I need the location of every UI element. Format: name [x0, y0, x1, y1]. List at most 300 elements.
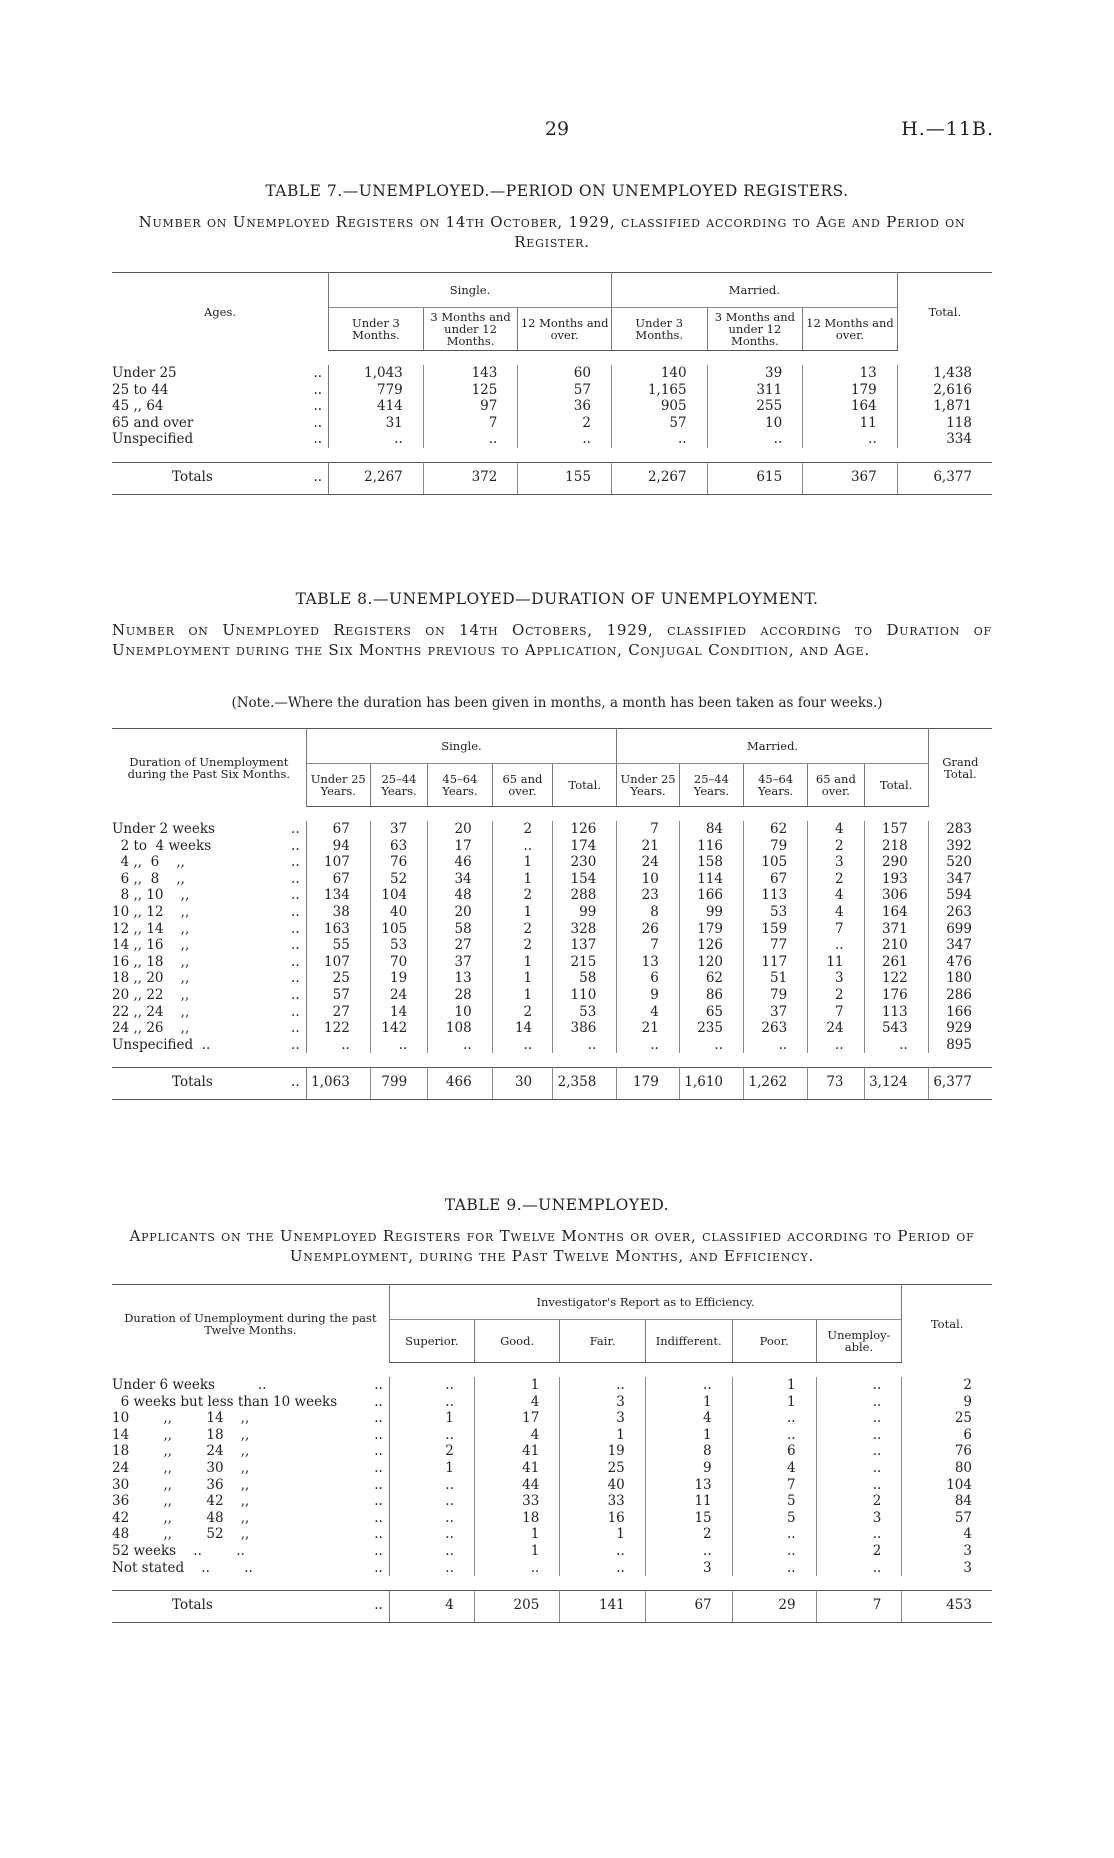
leader-dots: ..	[351, 1377, 389, 1394]
table-cell: 137	[553, 937, 617, 954]
table-cell: 4	[645, 1410, 732, 1427]
table-cell: 57	[306, 987, 370, 1004]
row-label: Totals	[112, 1591, 351, 1623]
table-cell: 97	[423, 398, 518, 415]
row-label: 14 ,, 18 ,,	[112, 1426, 250, 1443]
table-cell: 1	[492, 854, 552, 871]
table-cell: 55	[306, 937, 370, 954]
table-cell: 2	[963, 1377, 972, 1393]
leader-dots: ..	[266, 954, 306, 971]
leader-dots: ..	[351, 1394, 389, 1411]
table-cell: 140	[611, 365, 707, 382]
table-cell: ..	[428, 1037, 493, 1054]
table-cell: 94	[306, 838, 370, 855]
leader-dots: ..	[266, 904, 306, 921]
table-cell: 164	[803, 398, 898, 415]
table-cell: ..	[389, 1477, 474, 1494]
table-cell: 80	[954, 1459, 972, 1476]
table-cell: 6,377	[897, 462, 992, 494]
table-cell: 25	[306, 970, 370, 987]
row-label: 2 to 4 weeks	[112, 837, 212, 854]
spacer-row	[112, 1363, 992, 1378]
table-cell: 105	[744, 854, 808, 871]
table9-subheader: Fair.	[560, 1320, 645, 1363]
table-cell: 2	[492, 921, 552, 938]
table-cell: ..	[816, 1410, 902, 1427]
page-number: 29	[544, 118, 570, 140]
row-label: 16 ,, 18 ,,	[112, 953, 190, 970]
leader-dots: ..	[266, 854, 306, 871]
table-cell: 31	[329, 415, 424, 432]
table8-header-grand-total: Grand Total.	[928, 729, 992, 807]
table-cell: 164	[864, 904, 928, 921]
table-cell: 62	[679, 970, 743, 987]
table-cell: 3	[560, 1410, 645, 1427]
table-cell: 27	[306, 1004, 370, 1021]
table-cell: 3	[645, 1560, 732, 1577]
leader-dots: ..	[266, 887, 306, 904]
leader-dots: ..	[351, 1510, 389, 1527]
table-cell: 13	[803, 365, 898, 382]
table-cell: 17	[474, 1410, 559, 1427]
row-label: Under 25	[112, 365, 177, 381]
table-cell: ..	[816, 1427, 902, 1444]
table-cell: ..	[474, 1560, 559, 1577]
table-cell: 67	[645, 1591, 732, 1623]
table-cell: 5	[732, 1493, 816, 1510]
table9-header-efficiency: Investigator's Report as to Efficiency.	[389, 1285, 902, 1320]
table-cell: 13	[428, 970, 493, 987]
table-cell: 84	[679, 821, 743, 838]
table-cell: 3	[808, 854, 864, 871]
table-cell: 263	[744, 1020, 808, 1037]
table-cell: 122	[306, 1020, 370, 1037]
table8-header-single: Single.	[306, 729, 617, 764]
table-cell: 67	[744, 871, 808, 888]
table-row	[112, 398, 992, 415]
table-cell: 11	[808, 954, 864, 971]
table-cell: 392	[946, 837, 972, 854]
table-cell: 143	[423, 365, 518, 382]
table-cell: 24	[617, 854, 679, 871]
table7-subheader: Under 3 Months.	[329, 308, 424, 351]
table-cell: 179	[617, 1068, 679, 1100]
table-cell: 21	[617, 838, 679, 855]
table-cell: 3	[560, 1394, 645, 1411]
table-cell: ..	[553, 1037, 617, 1054]
spacer-cell	[112, 807, 992, 822]
table-cell: 2	[816, 1493, 902, 1510]
table-cell: 77	[744, 937, 808, 954]
row-label: 24 ,, 26 ,,	[112, 1020, 190, 1037]
table-cell: 347	[946, 870, 972, 887]
table-cell: 1	[492, 987, 552, 1004]
totals-row	[112, 1068, 992, 1100]
table-cell: ..	[816, 1394, 902, 1411]
table-cell: 2,358	[553, 1068, 617, 1100]
table-cell: 3	[963, 1542, 972, 1559]
table-cell: 166	[946, 1003, 972, 1020]
table-cell: 134	[306, 887, 370, 904]
table-cell: 1	[732, 1394, 816, 1411]
totals-row	[112, 1591, 992, 1623]
table-cell: 28	[428, 987, 493, 1004]
table-row	[112, 431, 992, 448]
table-row	[112, 937, 992, 954]
table7-subtitle: Number on Unemployed Registers on 14th October, 1929, classified according to Age and Period on Register.	[138, 213, 966, 251]
table-cell: 414	[329, 398, 424, 415]
table-cell: 46	[428, 854, 493, 871]
table-cell: 13	[617, 954, 679, 971]
table-row	[112, 382, 992, 399]
table-cell: 2	[492, 937, 552, 954]
table-cell: 263	[946, 903, 972, 920]
table-cell: 1,063	[306, 1068, 370, 1100]
table-cell: 21	[617, 1020, 679, 1037]
leader-dots: ..	[351, 1560, 389, 1577]
table-cell: 11	[803, 415, 898, 432]
table-row	[112, 1493, 992, 1510]
table-cell: 114	[679, 871, 743, 888]
table-cell: 174	[553, 838, 617, 855]
table-cell: 53	[370, 937, 427, 954]
table-cell: 51	[744, 970, 808, 987]
spacer-row	[112, 351, 992, 366]
table-cell: 104	[946, 1476, 972, 1493]
table-cell: 1,871	[933, 398, 972, 415]
table-cell: 67	[306, 871, 370, 888]
table-cell: 41	[474, 1443, 559, 1460]
table-cell: ..	[560, 1560, 645, 1577]
table-cell: 4	[732, 1460, 816, 1477]
spacer-row	[112, 1576, 992, 1591]
table-cell: 6,377	[928, 1068, 992, 1100]
table7	[112, 272, 992, 495]
table8-subheader: Under 25 Years.	[617, 764, 679, 807]
table-row	[112, 1037, 992, 1054]
table-cell: 1	[474, 1543, 559, 1560]
table-cell: ..	[816, 1443, 902, 1460]
table-cell: 33	[560, 1493, 645, 1510]
table8-body	[112, 807, 992, 1100]
table-cell: ..	[744, 1037, 808, 1054]
table-cell: 76	[954, 1443, 972, 1460]
table-cell: 306	[864, 887, 928, 904]
row-label: 24 ,, 30 ,,	[112, 1459, 250, 1476]
table-cell: 104	[370, 887, 427, 904]
table-cell: 62	[744, 821, 808, 838]
row-label: 22 ,, 24 ,,	[112, 1003, 190, 1020]
row-label: 45 ,, 64	[112, 398, 164, 415]
table-cell: 17	[428, 838, 493, 855]
table-cell: 347	[946, 937, 972, 954]
table-row	[112, 365, 992, 382]
table-cell: ..	[808, 1037, 864, 1054]
leader-dots: ..	[266, 1020, 306, 1037]
table-row	[112, 1004, 992, 1021]
table-cell: 25	[954, 1410, 972, 1427]
row-label: 20 ,, 22 ,,	[112, 986, 190, 1003]
table-cell: 166	[679, 887, 743, 904]
table-cell: 58	[428, 921, 493, 938]
table-row	[112, 1510, 992, 1527]
leader-dots: ..	[351, 1493, 389, 1510]
table-cell: 117	[744, 954, 808, 971]
table-cell: 2	[389, 1443, 474, 1460]
table-cell: 4	[963, 1526, 972, 1543]
table-cell: 70	[370, 954, 427, 971]
leader-dots: ..	[266, 838, 306, 855]
table-cell: 205	[474, 1591, 559, 1623]
table-cell: 1,438	[933, 365, 972, 381]
leader-dots: ..	[351, 1543, 389, 1560]
row-label: 10 ,, 12 ,,	[112, 903, 190, 920]
row-label: 18 ,, 24 ,,	[112, 1443, 250, 1460]
table-cell: ..	[732, 1427, 816, 1444]
table-cell: 594	[946, 887, 972, 904]
table-cell: 7	[423, 415, 518, 432]
table-cell: 154	[553, 871, 617, 888]
table-cell: 6	[732, 1443, 816, 1460]
table-cell: 929	[946, 1020, 972, 1037]
table8-header-duration: Duration of Unemployment during the Past Six Months.	[112, 729, 306, 807]
table-row	[112, 1394, 992, 1411]
leader-dots: ..	[351, 1526, 389, 1543]
table-cell: 4	[808, 904, 864, 921]
table-cell: 122	[864, 970, 928, 987]
row-label: Unspecified ..	[112, 1036, 211, 1053]
table-cell: 1	[492, 970, 552, 987]
table-cell: 1	[389, 1460, 474, 1477]
table9-subheader: Unemploy-able.	[816, 1320, 902, 1363]
table-cell: 10	[617, 871, 679, 888]
table-cell: 179	[679, 921, 743, 938]
table-cell: 2	[492, 887, 552, 904]
table-cell: ..	[306, 1037, 370, 1054]
table-cell: 180	[946, 970, 972, 987]
table-cell: 2	[518, 415, 612, 432]
table-cell: 4	[808, 821, 864, 838]
table-cell: 57	[611, 415, 707, 432]
row-label: Totals	[112, 462, 289, 494]
table-cell: 8	[645, 1443, 732, 1460]
table-cell: 3	[963, 1559, 972, 1576]
table-cell: 53	[553, 1004, 617, 1021]
table-cell: ..	[492, 1037, 552, 1054]
table-cell: 6	[963, 1426, 972, 1443]
table9	[112, 1284, 992, 1623]
table-cell: 107	[306, 854, 370, 871]
leader-dots: ..	[266, 1037, 306, 1054]
table-cell: 466	[428, 1068, 493, 1100]
table-cell: 142	[370, 1020, 427, 1037]
table7-header-total: Total.	[897, 273, 992, 351]
table-cell: 9	[963, 1393, 972, 1410]
table-cell: ..	[707, 431, 803, 448]
table-cell: ..	[423, 431, 518, 448]
table-cell: 29	[732, 1591, 816, 1623]
table-cell: 3,124	[864, 1068, 928, 1100]
table-cell: 65	[679, 1004, 743, 1021]
table-cell: 24	[370, 987, 427, 1004]
table-cell: 1	[492, 904, 552, 921]
table-cell: 1	[560, 1526, 645, 1543]
table-cell: 4	[474, 1427, 559, 1444]
table-cell: 230	[553, 854, 617, 871]
table-cell: 125	[423, 382, 518, 399]
table-row	[112, 1560, 992, 1577]
table-row	[112, 921, 992, 938]
table-cell: 63	[370, 838, 427, 855]
leader-dots: ..	[289, 462, 328, 494]
table8-title: TABLE 8.—UNEMPLOYED—DURATION OF UNEMPLOYMENT.	[295, 590, 819, 608]
table-cell: 799	[370, 1068, 427, 1100]
leader-dots: ..	[266, 821, 306, 838]
table-cell: 4	[808, 887, 864, 904]
leader-dots: ..	[289, 398, 328, 415]
table-cell: 1,610	[679, 1068, 743, 1100]
table-cell: ..	[389, 1543, 474, 1560]
leader-dots: ..	[266, 1004, 306, 1021]
table-row	[112, 871, 992, 888]
table-cell: 10	[428, 1004, 493, 1021]
table-cell: 23	[617, 887, 679, 904]
table-row	[112, 1377, 992, 1394]
table9-subheader: Poor.	[732, 1320, 816, 1363]
table8-subheader: 65 and over.	[808, 764, 864, 807]
table-cell: 157	[864, 821, 928, 838]
table-cell: ..	[389, 1394, 474, 1411]
table-cell: 4	[474, 1394, 559, 1411]
row-label: Under 6 weeks ..	[112, 1377, 267, 1393]
row-label: Unspecified	[112, 431, 194, 448]
table-cell: ..	[389, 1427, 474, 1444]
table-cell: 113	[864, 1004, 928, 1021]
table-cell: ..	[816, 1477, 902, 1494]
table-cell: 1	[492, 871, 552, 888]
table-cell: ..	[329, 431, 424, 448]
table-cell: 14	[492, 1020, 552, 1037]
table-cell: 4	[389, 1591, 474, 1623]
leader-dots: ..	[289, 365, 328, 382]
table9-title: TABLE 9.—UNEMPLOYED.	[444, 1196, 670, 1214]
table-cell: 1,043	[329, 365, 424, 382]
leader-dots: ..	[266, 871, 306, 888]
table8-subheader: 65 and over.	[492, 764, 552, 807]
table-row	[112, 1526, 992, 1543]
table-cell: 24	[808, 1020, 864, 1037]
table-cell: 67	[306, 821, 370, 838]
leader-dots: ..	[289, 382, 328, 399]
row-label: 65 and over	[112, 414, 194, 431]
table-cell: 3	[808, 970, 864, 987]
table8-subheader: 45–64 Years.	[744, 764, 808, 807]
table-cell: 155	[518, 462, 612, 494]
table-cell: 37	[370, 821, 427, 838]
table-row	[112, 1410, 992, 1427]
table-cell: 33	[474, 1493, 559, 1510]
table-cell: ..	[732, 1543, 816, 1560]
table-cell: 328	[553, 921, 617, 938]
table9-subtitle: Applicants on the Unemployed Registers for Twelve Months or over, classified according to Period of Unemployment, during the Past Twelve Months, and Efficiency.	[129, 1227, 975, 1265]
row-label: 42 ,, 48 ,,	[112, 1509, 250, 1526]
table-cell: 1	[474, 1526, 559, 1543]
row-label: 36 ,, 42 ,,	[112, 1493, 250, 1510]
table-cell: 7	[816, 1591, 902, 1623]
spacer-cell	[112, 1363, 992, 1378]
table-cell: 116	[679, 838, 743, 855]
spacer-cell	[112, 448, 992, 463]
table-cell: ..	[389, 1493, 474, 1510]
table-cell: 215	[553, 954, 617, 971]
table-row	[112, 854, 992, 871]
table-cell: 158	[679, 854, 743, 871]
table-cell: 16	[560, 1510, 645, 1527]
table-cell: 179	[803, 382, 898, 399]
row-label: 18 ,, 20 ,,	[112, 970, 190, 987]
table-row	[112, 1460, 992, 1477]
table-cell: 372	[423, 462, 518, 494]
leader-dots: ..	[266, 921, 306, 938]
table-row	[112, 887, 992, 904]
table-cell: 261	[864, 954, 928, 971]
table-cell: 288	[553, 887, 617, 904]
table7-header-ages: Ages.	[112, 273, 329, 351]
table-cell: 18	[474, 1510, 559, 1527]
table-cell: 25	[560, 1460, 645, 1477]
table-cell: 163	[306, 921, 370, 938]
document-reference: H.—11B.	[901, 118, 994, 140]
leader-dots: ..	[266, 1068, 306, 1100]
table-cell: 210	[864, 937, 928, 954]
table-cell: 334	[946, 431, 972, 448]
table7-subheader: Under 3 Months.	[611, 308, 707, 351]
table-cell: 2	[808, 987, 864, 1004]
table8-subheader: Total.	[864, 764, 928, 807]
table8-subheader: Under 25 Years.	[306, 764, 370, 807]
row-label: 10 ,, 14 ,,	[112, 1410, 250, 1427]
table-cell: 34	[428, 871, 493, 888]
table-cell: 290	[864, 854, 928, 871]
table-cell: 105	[370, 921, 427, 938]
spacer-row	[112, 448, 992, 463]
table-cell: 44	[474, 1477, 559, 1494]
table-cell: ..	[732, 1526, 816, 1543]
leader-dots: ..	[351, 1591, 389, 1623]
leader-dots: ..	[289, 431, 328, 448]
spacer-cell	[112, 351, 992, 366]
table-cell: 40	[560, 1477, 645, 1494]
table-cell: 58	[553, 970, 617, 987]
table-cell: 57	[518, 382, 612, 399]
table-cell: ..	[611, 431, 707, 448]
spacer-cell	[112, 1053, 992, 1068]
table-cell: 15	[645, 1510, 732, 1527]
table-cell: 99	[679, 904, 743, 921]
table-cell: ..	[617, 1037, 679, 1054]
table-cell: 453	[902, 1591, 992, 1623]
table8-note: (Note.—Where the duration has been given in months, a month has been taken as four weeks.)	[231, 695, 883, 711]
row-label: Totals	[112, 1068, 266, 1100]
table9-body	[112, 1363, 992, 1623]
table-cell: 30	[492, 1068, 552, 1100]
table9-subheader: Indifferent.	[645, 1320, 732, 1363]
table-cell: 37	[428, 954, 493, 971]
row-label: 52 weeks .. ..	[112, 1542, 245, 1559]
table-cell: ..	[560, 1377, 645, 1394]
table-cell: 2,616	[933, 381, 972, 398]
spacer-row	[112, 1053, 992, 1068]
